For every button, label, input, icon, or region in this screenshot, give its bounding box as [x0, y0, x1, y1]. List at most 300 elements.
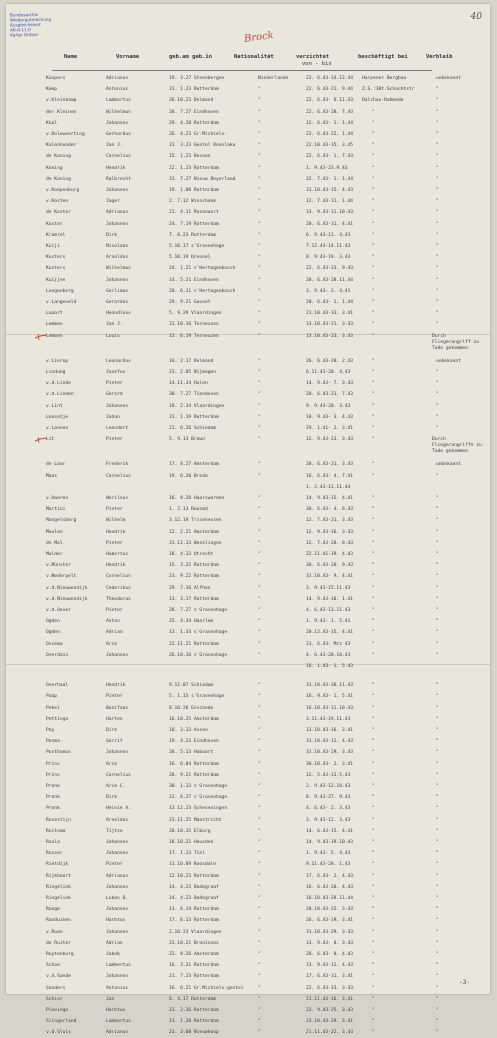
person-surname: v.Koopenburg	[46, 188, 80, 193]
table-row	[6, 706, 490, 714]
header-name: Name	[64, 54, 78, 60]
person-first-name: Dirk	[106, 232, 118, 238]
nationality: "	[258, 154, 261, 160]
table-row	[6, 784, 490, 792]
stay-period: 22. 6.43-28. 7.43	[306, 109, 354, 115]
stay-period: 12. 7.43-11. 1.44	[306, 199, 354, 205]
employer: "	[372, 288, 375, 294]
stay-period: 30.10.43- 2. 3.41	[306, 761, 354, 767]
whereabouts: "	[436, 540, 439, 546]
birth-date-place: 16. 6.04 Rotterdam	[169, 761, 219, 767]
person-surname: Ossema	[46, 641, 63, 647]
person-first-name: Gerhardus	[106, 132, 131, 137]
stay-period: 12. 7.43-21. 3.43	[306, 518, 354, 524]
table-row	[6, 311, 490, 319]
employer: "	[372, 806, 375, 812]
nationality: "	[258, 652, 261, 658]
person-surname: Prins	[46, 761, 60, 767]
stay-period: 20. 6.43- 1. 1.44	[306, 300, 354, 305]
whereabouts: "	[436, 585, 439, 591]
person-surname: v.Loenen	[46, 426, 69, 431]
whereabouts: "	[436, 619, 439, 625]
whereabouts: "	[436, 929, 439, 935]
person-first-name: Johannes	[106, 652, 129, 658]
whereabouts: "	[436, 907, 439, 913]
table-row	[6, 462, 490, 470]
birth-date-place: 16. 2.17 Delmond	[169, 358, 214, 364]
stay-period: 31.10.43-29. 3.43	[306, 929, 354, 935]
stay-period: 13.10.43-21. 3.43	[306, 322, 354, 328]
nationality: "	[258, 188, 261, 193]
person-surname: Kalenhonder	[46, 143, 77, 149]
birth-date-place: 16. 8.20 Haarswarden	[169, 496, 225, 501]
nationality: "	[258, 705, 261, 711]
whereabouts: "	[436, 574, 439, 580]
stamp-line: Ausgleichsamt	[9, 21, 41, 28]
person-surname: Sanders	[46, 985, 66, 991]
whereabouts: unbekannt	[436, 462, 461, 468]
nationality: "	[258, 518, 261, 524]
person-first-name: Adrianus	[106, 76, 129, 81]
stay-period: 8. 9.43-27. 9.43	[306, 795, 351, 801]
stay-period: 3.11.43-19.11.43	[306, 716, 351, 722]
nationality: "	[258, 277, 261, 283]
whereabouts: "	[436, 1008, 439, 1013]
person-first-name: Johannes	[106, 884, 129, 890]
whereabouts: "	[436, 143, 439, 149]
person-first-name: Nicolaas	[106, 244, 129, 249]
document-page	[6, 4, 490, 1036]
whereabouts: "	[436, 322, 439, 328]
birth-date-place: 12. 6.27 s'Gravenhage	[169, 795, 228, 801]
table-row	[6, 166, 490, 174]
person-surname: Kaspers	[46, 76, 66, 81]
table-row	[6, 530, 490, 538]
nationality: "	[258, 414, 261, 420]
stay-period: 12. 7.43-28. 8.43	[306, 540, 354, 546]
person-first-name: Pieter	[106, 862, 123, 868]
nationality: Niederlande	[258, 76, 289, 81]
employer: "	[372, 333, 375, 339]
person-first-name: Jan J.	[106, 143, 123, 149]
employer: "	[372, 277, 375, 283]
table-row	[6, 885, 490, 893]
person-surname: Posma	[46, 739, 60, 745]
employer: "	[372, 772, 375, 778]
whereabouts: "	[436, 244, 439, 249]
person-first-name: Adrian	[106, 630, 123, 636]
stamp-line: Bundesarchiv	[9, 12, 39, 18]
birth-date-place: 5. 9.29 Vlaardingen	[169, 311, 222, 317]
whereabouts: "	[436, 761, 439, 767]
whereabouts: "	[436, 784, 439, 789]
employer: "	[372, 381, 375, 387]
nationality: "	[258, 1008, 261, 1013]
employer: "	[372, 473, 375, 479]
birth-date-place: 13.12.23 Scheveningen	[169, 806, 228, 812]
stay-period: 22. 6.43-21. 9.44	[306, 87, 354, 93]
red-check-mark	[34, 333, 48, 341]
whereabouts: "	[436, 652, 439, 658]
stay-period: 22. 6.43-14.12.44	[306, 76, 354, 81]
employer: "	[372, 574, 375, 580]
person-first-name: Pieter	[106, 694, 123, 700]
table-row	[6, 1030, 490, 1038]
birth-date-place: 29. 9.21 Gouvet	[169, 300, 211, 305]
person-surname: Pronk	[46, 784, 60, 789]
table-row	[6, 642, 490, 650]
employer: "	[372, 255, 375, 261]
person-first-name: Anton	[106, 619, 120, 625]
table-row	[6, 630, 490, 638]
whereabouts: "	[436, 165, 439, 171]
employer: "	[372, 507, 375, 513]
table-row	[6, 683, 490, 691]
table-row	[6, 322, 490, 330]
table-row	[6, 997, 490, 1005]
whereabouts: "	[436, 772, 439, 778]
stay-period: 26. 6.43-20. 2.43	[306, 358, 354, 364]
stay-period: 20.10.43-22. 3.43	[306, 907, 354, 913]
nationality: "	[258, 683, 261, 689]
birth-date-place: 24. 1.21 s'Hertogenbosch	[169, 266, 236, 272]
table-row	[6, 381, 490, 389]
person-surname: v.Doleweerting	[46, 132, 85, 137]
person-surname: v.Münster	[46, 563, 71, 569]
birth-date-place: 28. 5.13 Hoboort	[169, 750, 214, 756]
birth-date-place: 2.10.23 Vlaardingen	[169, 929, 222, 935]
birth-date-place: 25. 4.34 Haarlem	[169, 619, 214, 625]
stay-period: 4. 6.43- 2. 3.43	[306, 806, 351, 812]
employer: "	[372, 963, 375, 969]
table-row	[6, 986, 490, 994]
nationality: "	[258, 585, 261, 591]
nationality: "	[258, 929, 261, 935]
stay-period: 9.11.43-28. 1.43	[306, 862, 351, 868]
birth-date-place: 18. 2.34 Vlaardingen	[169, 403, 225, 409]
stay-period: 21.11.43-16. 3.41	[306, 996, 354, 1002]
whereabouts: "	[436, 403, 439, 409]
person-first-name: Arie C.	[106, 784, 126, 789]
person-first-name: Pieter	[106, 507, 123, 513]
page-number: 40	[470, 12, 482, 22]
person-first-name: Pieter	[106, 540, 123, 546]
stay-period: 22.10.43-15. 3.45	[306, 143, 354, 149]
employer: "	[372, 750, 375, 756]
nationality: "	[258, 694, 261, 700]
stay-period: 9. 9.43-20. 3.43	[306, 403, 351, 409]
person-first-name: Dirk	[106, 795, 118, 801]
person-first-name: Tijtse	[106, 828, 123, 834]
person-first-name: Cornelius	[106, 574, 131, 580]
person-surname: Martini	[46, 507, 66, 513]
stay-period: 1. 2.43-11.11.44	[306, 484, 351, 490]
stay-period: 22. 7.43- 1. 1.44	[306, 176, 354, 182]
birth-date-place: 13. 1.20 Rotterdam	[169, 1019, 219, 1025]
birth-date-place: 18. 4.13 Utrecht	[169, 552, 214, 557]
stay-period: 21.11.43-22. 3.43	[306, 1030, 354, 1036]
birth-date-place: 23. 3.08 Nieuwkoop	[169, 1030, 219, 1036]
table-row	[6, 392, 490, 400]
table-row	[6, 154, 490, 162]
person-surname: Lit	[46, 437, 55, 443]
stamp-line: Kartei Ordner	[10, 32, 39, 38]
table-row	[6, 907, 490, 915]
employer: "	[372, 896, 375, 901]
whereabouts: "	[436, 851, 439, 857]
person-surname: Overhaal	[46, 683, 69, 689]
nationality: "	[258, 907, 261, 913]
whereabouts: "	[436, 277, 439, 283]
person-surname: der Kleinen	[46, 109, 77, 115]
person-first-name: Johannes	[106, 929, 129, 935]
employer: "	[372, 199, 375, 205]
person-first-name: Hendrik	[106, 529, 126, 535]
birth-date-place: 11.10.09 Roosdale	[169, 862, 217, 868]
table-row	[6, 98, 490, 106]
nationality: "	[258, 98, 261, 104]
birth-date-place: 15. 1.23 Besoen	[169, 154, 211, 160]
employer: "	[372, 716, 375, 722]
table-row	[6, 143, 490, 151]
nationality: "	[258, 165, 261, 171]
stay-period: 16. 6.43- 4. 7.41	[306, 473, 354, 479]
table-row	[6, 818, 490, 826]
employer: "	[372, 694, 375, 700]
employer: "	[372, 996, 375, 1002]
nationality: "	[258, 996, 261, 1002]
stay-period: 28. 6.43-28.11.44	[306, 277, 354, 283]
person-surname: Roula	[46, 840, 60, 845]
person-first-name: Adrianus	[106, 873, 129, 879]
nationality: "	[258, 221, 261, 227]
birth-date-place: 31. 7.27 Nieuw Beyerland	[169, 176, 236, 182]
whereabouts: "	[436, 426, 439, 431]
nationality: "	[258, 120, 261, 126]
person-surname: v.d.Sluis	[46, 1030, 71, 1036]
person-surname: Laaart	[46, 311, 63, 317]
whereabouts: "	[436, 974, 439, 980]
person-surname: Lemmen	[46, 322, 63, 328]
table-row	[6, 862, 490, 870]
table-row	[6, 608, 490, 616]
person-first-name: Jan J.	[106, 322, 123, 328]
birth-date-place: 8.10.26 Enschede	[169, 705, 214, 711]
table-row	[6, 110, 490, 118]
person-surname: Paap	[46, 694, 58, 700]
birth-date-place: 21. 4.11 Rozenoort	[169, 210, 219, 216]
person-surname: Posthumus	[46, 750, 71, 756]
employer: "	[372, 1008, 375, 1013]
whereabouts: "	[436, 795, 439, 801]
whereabouts: "	[436, 132, 439, 137]
employer: "	[372, 817, 375, 823]
person-first-name: Louis	[106, 333, 120, 339]
person-surname: Overdain	[46, 652, 69, 658]
stay-period: 4. 6.43-13.11.43	[306, 608, 351, 613]
nationality: "	[258, 974, 261, 980]
table-row	[6, 496, 490, 504]
table-row	[6, 289, 490, 297]
nationality: "	[258, 210, 261, 216]
person-surname: Kusters	[46, 255, 66, 261]
stay-period: 22. 6.43-22. 1.44	[306, 132, 354, 137]
person-surname: Pronk	[46, 795, 60, 801]
employer: "	[372, 358, 375, 364]
person-first-name: Antonius	[106, 87, 129, 93]
birth-date-place: 1. 2.13 Roosmd	[169, 507, 208, 513]
person-first-name: Jakob	[106, 952, 120, 957]
person-first-name: Adrianus	[106, 210, 129, 216]
nationality: "	[258, 462, 261, 468]
table-row	[6, 829, 490, 837]
table-row	[6, 1008, 490, 1016]
nationality: "	[258, 795, 261, 801]
person-first-name: Arie	[106, 641, 118, 647]
table-row	[6, 485, 490, 493]
person-first-name: Gerard	[106, 392, 123, 398]
nationality: "	[258, 619, 261, 625]
stay-period: 22.11.41-19. 4.43	[306, 552, 354, 557]
stay-period: 8. 9.43-19. 3.43	[306, 255, 351, 261]
birth-date-place: 5. 9.13 Brown	[169, 437, 205, 443]
table-row	[6, 739, 490, 747]
birth-date-place: 19. 3.27 Steenbergen	[169, 76, 225, 81]
employer: "	[372, 437, 375, 443]
stay-period: 29. 1.41- 2. 3.41	[306, 426, 354, 431]
stay-period: 31.10.43- 9. 4.41	[306, 574, 354, 580]
person-first-name: Nerilnus	[106, 496, 129, 501]
person-surname: de Koning	[46, 176, 71, 182]
birth-date-place: 26. 4.23 Gr.Michiels-	[169, 132, 228, 137]
person-first-name: Wilhelm	[106, 518, 126, 524]
employer: "	[372, 608, 375, 613]
stay-period: 4. 6.43-20.10.43	[306, 652, 351, 658]
table-row	[6, 694, 490, 702]
table-row	[6, 359, 490, 367]
birth-date-place: 15. 3.22 Rotterdam	[169, 563, 219, 569]
person-first-name: Henndlous	[106, 311, 131, 317]
nationality: "	[258, 817, 261, 823]
whereabouts: "	[436, 210, 439, 216]
whereabouts: "	[436, 817, 439, 823]
whereabouts: "	[436, 266, 439, 272]
person-surname: Rijkhoort	[46, 873, 71, 879]
person-first-name: Adrian	[106, 940, 123, 946]
whereabouts: "	[436, 232, 439, 238]
birth-date-place: 22.11.21 Rotterdam	[169, 641, 219, 647]
birth-date-place: 16. 6.21 Gr.Michiels-gestel	[169, 985, 244, 991]
stay-period: 26. 6.43-19. 3.41	[306, 918, 354, 924]
employer: "	[372, 244, 375, 249]
stay-period: 16.10.43-11.10.43	[306, 705, 354, 711]
employer: "	[372, 322, 375, 328]
whereabouts: "	[436, 473, 439, 479]
stay-period: 31.10.43-15. 4.43	[306, 188, 354, 193]
table-row	[6, 518, 490, 526]
nationality: "	[258, 132, 261, 137]
person-first-name: Ralbrecht	[106, 176, 131, 182]
birth-date-place: 23.11.25 Maastricht	[169, 817, 222, 823]
nationality: "	[258, 784, 261, 789]
nationality: "	[258, 199, 261, 205]
nationality: "	[258, 358, 261, 364]
table-row	[6, 896, 490, 904]
employer: "	[372, 210, 375, 216]
whereabouts: "	[436, 840, 439, 845]
nationality: "	[258, 403, 261, 409]
employer: "	[372, 784, 375, 789]
person-first-name: Hendrik	[106, 165, 126, 171]
whereabouts: "	[436, 255, 439, 261]
nationality: "	[258, 109, 261, 115]
stay-period: 14. 9.43-15. 4.41	[306, 496, 354, 501]
header-stay-sub: von - bis	[302, 61, 332, 67]
stay-period: 6. 9.43-11. 4.43	[306, 232, 351, 238]
person-first-name: Leendert	[106, 426, 129, 431]
stay-period: 14. 9.43- 7. 3.43	[306, 381, 354, 387]
whereabouts: "	[436, 288, 439, 294]
header-stay: verzichtet	[296, 54, 330, 60]
nationality: "	[258, 300, 261, 305]
stay-period: 3. 9.43-12. 3.43	[306, 817, 351, 823]
table-row	[6, 750, 490, 758]
birth-date-place: 18.10.21 Heusden	[169, 840, 214, 845]
employer: "	[372, 370, 375, 375]
employer: "	[372, 862, 375, 868]
person-first-name: Jan	[106, 996, 115, 1002]
employer: "	[372, 929, 375, 935]
whereabouts: "	[436, 392, 439, 398]
table-row	[6, 404, 490, 412]
whereabouts: "	[436, 963, 439, 969]
birth-date-place: 22. 8.26 Amsterdam	[169, 952, 219, 957]
nationality: "	[258, 750, 261, 756]
person-surname: Mangelsberg	[46, 518, 77, 524]
stay-period: 12. 9.43-23. 3.43	[306, 437, 354, 443]
whereabouts: "	[436, 98, 439, 104]
table-row	[6, 507, 490, 515]
whereabouts: "	[436, 630, 439, 636]
whereabouts: "	[436, 154, 439, 160]
table-row	[6, 1019, 490, 1027]
nationality: "	[258, 641, 261, 647]
birth-date-place: 31. 1.19 Rotterdam	[169, 414, 219, 420]
birth-date-place: 29. 7.16 Alfhen	[169, 585, 211, 591]
stay-period: 13.10.43-16. 3.41	[306, 728, 354, 733]
birth-date-place: 31. 1.23 Rotterdam	[169, 87, 219, 93]
stay-period: 31.10.43-29. 3.43	[306, 750, 354, 756]
header-employer: beschäftigt bei	[358, 54, 408, 60]
whereabouts: "	[436, 507, 439, 513]
person-first-name: Antonius	[106, 985, 129, 991]
person-surname: Schier	[46, 996, 63, 1002]
nationality: "	[258, 370, 261, 375]
employer: "	[372, 630, 375, 636]
table-row	[6, 87, 490, 95]
person-surname: Schoe	[46, 963, 60, 969]
whereabouts: "	[436, 596, 439, 602]
nationality: "	[258, 232, 261, 238]
person-surname: de Ruiter	[46, 940, 71, 946]
person-first-name: Harbtus	[106, 918, 126, 924]
person-surname: v.Langeveld	[46, 300, 77, 305]
employer: "	[372, 188, 375, 193]
person-surname: v.d.Linde	[46, 381, 71, 387]
person-first-name: Leonardus	[106, 358, 131, 364]
table-row	[6, 370, 490, 378]
stamp-line: Wiedergutmachung	[9, 16, 52, 23]
